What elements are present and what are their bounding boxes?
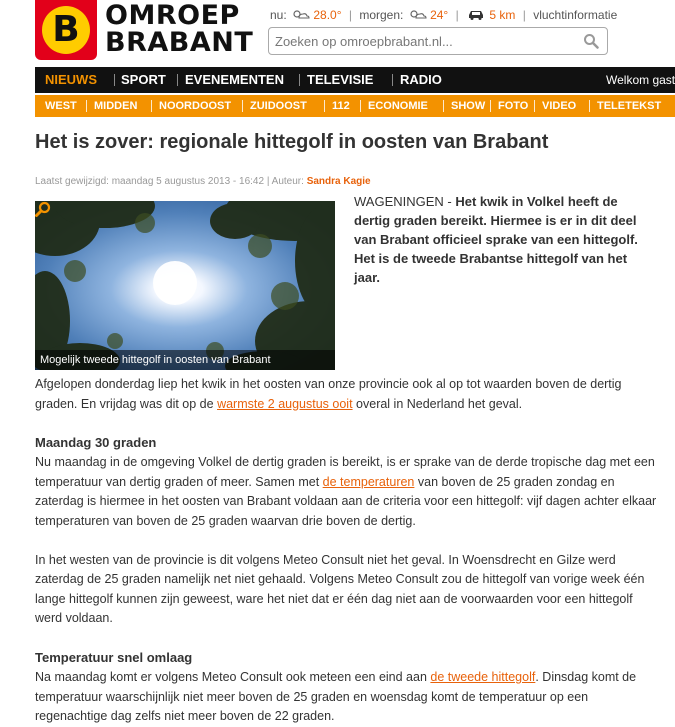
traffic-value[interactable]: 5 km (489, 8, 516, 22)
subheading: Maandag 30 graden (35, 435, 157, 451)
search-box (268, 27, 608, 55)
cloud-sun-icon (290, 9, 310, 20)
weather-now-temp[interactable]: 28.0° (313, 8, 342, 22)
nav-item-evenementen[interactable]: EVENEMENTEN (185, 72, 284, 87)
photo-caption: Mogelijk tweede hittegolf in oosten van Brabant (35, 350, 335, 370)
subnav-item-noordoost[interactable]: NOORDOOST (159, 100, 232, 112)
article-lead (354, 192, 654, 287)
weather-tomorrow-label: morgen: (359, 8, 404, 22)
subnav-item-foto[interactable]: FOTO (498, 100, 529, 112)
welcome-text: Welkom gast (606, 73, 675, 87)
logo-line-2: BRABANT (105, 27, 254, 58)
search-input[interactable] (275, 32, 575, 50)
subnav-item-midden[interactable]: MIDDEN (94, 100, 138, 112)
lead-text: Het kwik in Volkel heeft de dertig graden bereikt. Hiermee is er in dit deel van Brabant officieel sprake van een hittegolf. Het is de tweede Brabantse hittegolf van het jaar. (354, 194, 638, 285)
logo-line-1: OMROEP (105, 0, 240, 31)
nav-item-televisie[interactable]: TELEVISIE (307, 72, 374, 87)
weather-bar: nu: 28.0° | morgen: 24° | 5 km | vluchtinformatie (270, 8, 618, 22)
subnav-item-show[interactable]: SHOW (451, 100, 486, 112)
weather-now-label: nu: (270, 8, 287, 22)
sun-through-trees-image (35, 201, 335, 370)
nav-item-sport[interactable]: SPORT (121, 72, 166, 87)
weather-tomorrow-temp[interactable]: 24° (430, 8, 449, 22)
subnav-item-economie[interactable]: ECONOMIE (368, 100, 428, 112)
paragraph: Na maandag komt er volgens Meteo Consult ook meteen een eind aan de tweede hittegolf. Dinsdag komt de temperatuur waarschijnlijk niet meer boven de 25 graden en woensdag komt de temperatuur op een regenachtige dag zelfs niet meer boven de 22 graden. (35, 669, 637, 724)
article-title: Het is zover: regionale hittegolf in oosten van Brabant (35, 131, 549, 153)
article-meta (35, 176, 371, 187)
paragraph: Afgelopen donderdag liep het kwik in het oosten van onze provincie ook al op tot waarden boven de dertig graden. En vrijdag was dit op de warmste 2 augustus ooit overal in Nederland het geval. (35, 377, 622, 411)
article-photo[interactable] (35, 201, 335, 370)
flight-info-link[interactable]: vluchtinformatie (533, 8, 618, 22)
nav-item-nieuws[interactable]: NIEUWS (45, 72, 97, 87)
paragraph: In het westen van de provincie is dit volgens Meteo Consult niet het geval. In Woensdrecht en Gilze werd zaterdag de 25 graden namelijk net niet gehaald. Volgens Meteo Consult zou de hittegolf van vorige week één lange hittegolf kunnen zijn geweest, ware het niet dat er één dag niet aan de voorwaarden voor een hittegolf werd voldaan. (35, 552, 645, 626)
nav-item-radio[interactable]: RADIO (400, 72, 442, 87)
main-nav (35, 67, 675, 93)
link-de-temperaturen[interactable]: de temperaturen (322, 474, 415, 489)
link-warmste-2-augustus[interactable]: warmste 2 augustus ooit (217, 396, 353, 411)
subnav-item-112[interactable]: 112 (332, 100, 350, 112)
cloud-sun-icon (407, 9, 427, 20)
logo-letter: B (52, 9, 80, 50)
site-logo[interactable] (35, 0, 254, 60)
article-body (35, 375, 660, 727)
subnav-item-west[interactable]: WEST (45, 100, 77, 112)
subnav-item-video[interactable]: VIDEO (542, 100, 577, 112)
meta-text: Laatst gewijzigd: maandag 5 augustus 2013 - 16:42 | Auteur: (35, 176, 304, 187)
subnav-item-teletekst[interactable]: TELETEKST (597, 100, 662, 112)
subheading: Temperatuur snel omlaag (35, 649, 193, 665)
zoom-icon[interactable] (35, 201, 51, 217)
search-icon[interactable] (583, 33, 599, 49)
paragraph: Nu maandag in de omgeving Volkel de dertig graden is bereikt, is er sprake van de derde tropische dag met een temperatuur van dertig graden of meer. Samen met de temperaturen van boven de 25 graden zondag en zaterdag is hiermee in het oosten van Brabant voldaan aan de criteria voor een hittegolf: vijf dagen achter elkaar temperaturen van boven de 25 graden waarvan drie boven de dertig. (35, 455, 657, 528)
logo-wordmark (105, 2, 253, 56)
author-link[interactable]: Sandra Kagie (306, 176, 371, 187)
car-icon (466, 9, 486, 20)
lead-place: WAGENINGEN - (354, 194, 452, 209)
region-nav (35, 95, 675, 117)
link-de-tweede-hittegolf[interactable]: de tweede hittegolf (430, 669, 536, 684)
subnav-item-zuidoost[interactable]: ZUIDOOST (250, 100, 307, 112)
